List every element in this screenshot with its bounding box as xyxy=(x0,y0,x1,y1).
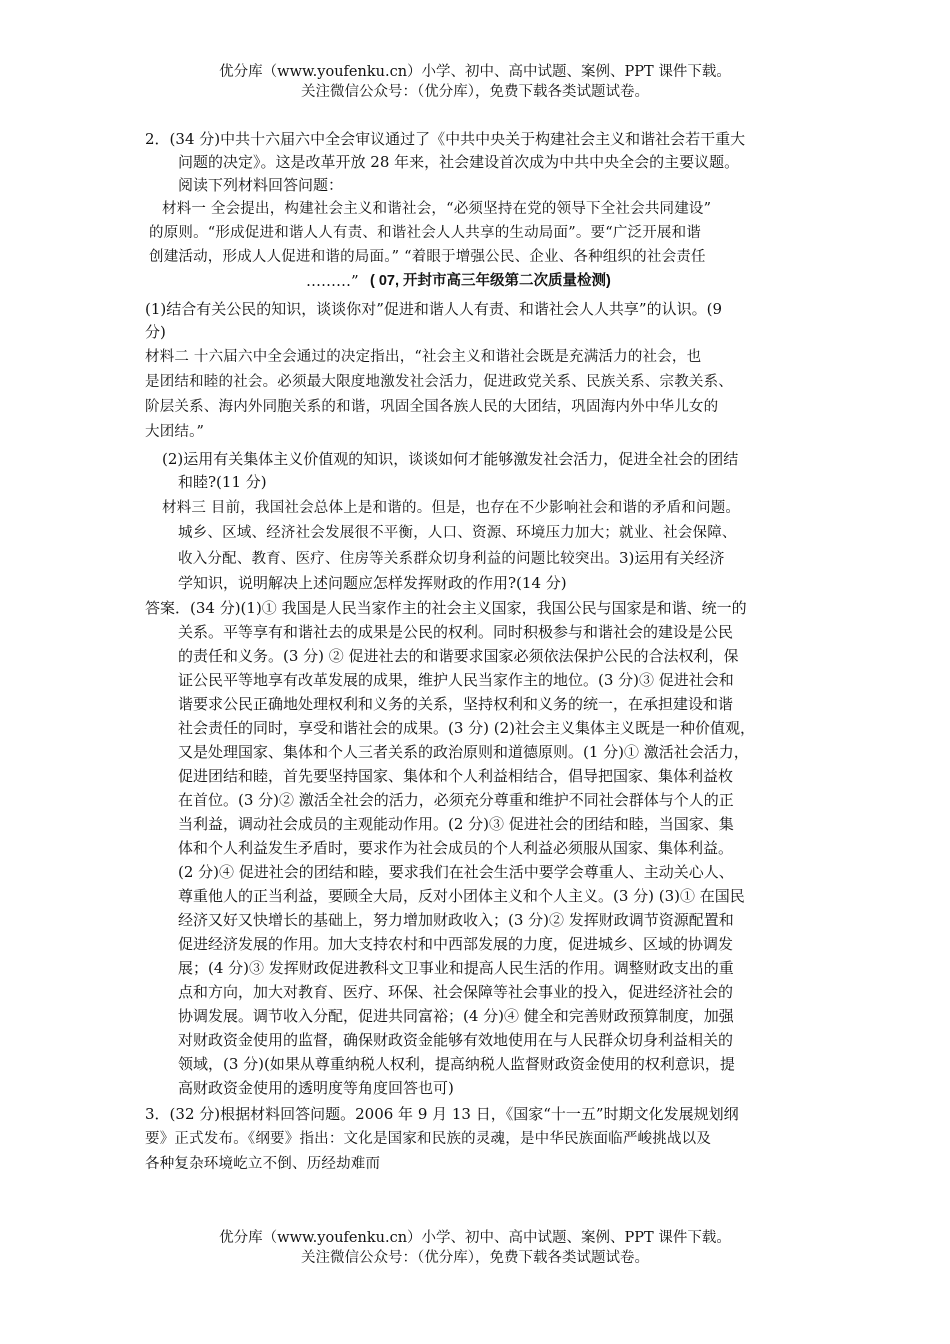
page-header xyxy=(0,62,950,102)
answer-line: 证公民平等地享有改革发展的成果，维护人民当家作主的地位。(3 分)③ 促进社会和 xyxy=(178,671,734,689)
answer-line: 在首位。(3 分)② 激活全社会的活力，必须充分尊重和维护不同社会群体与个人的正 xyxy=(178,791,734,809)
answer-line: 尊重他人的正当利益，要顾全大局，反对小团体主义和个人主义。(3 分) (3)① 在国民 xyxy=(178,887,745,905)
q2-sub2-line: (2)运用有关集体主义价值观的知识，谈谈如何才能够激发社会活力，促进全社会的团结 xyxy=(162,450,739,468)
q3-line: 各种复杂环境屹立不倒、历经劫难而 xyxy=(145,1156,381,1172)
material1-line: ………” xyxy=(306,272,359,290)
q3-line: 要》正式发布。《纲要》指出：文化是国家和民族的灵魂，是中华民族面临严峻挑战以及 xyxy=(145,1131,712,1147)
answer-line: 高财政资金使用的透明度等角度回答也可) xyxy=(178,1079,454,1097)
answer-line: (2 分)④ 促进社会的团结和睦，要求我们在社会生活中要学会尊重人、主动关心人、 xyxy=(178,863,734,881)
material2-line: 阶层关系、海内外同胞关系的和谐，巩固全国各族人民的大团结，巩固海内外中华儿女的 xyxy=(145,399,719,415)
footer-line-1: 优分库（www.youfenku.cn）小学、初中、高中试题、案例、PPT 课件下载。 xyxy=(219,1230,731,1246)
answer-line: 答案．(34 分)(1)① 我国是人民当家作主的社会主义国家，我国公民与国家是和谐、统一的 xyxy=(145,599,747,617)
q2-sub2-line: 和睦?(11 分) xyxy=(178,473,267,491)
q2-intro-line: 2．(34 分)中共十六届六中全会审议通过了《中共中央关于构建社会主义和谐社会若干重大 xyxy=(145,130,746,148)
material1-line: 的原则。“形成促进和谐人人有责、和谐社会人人共享的生动局面”。要“广泛开展和谐 xyxy=(149,225,702,241)
footer-line-2: 关注微信公众号：（优分库），免费下载各类试题试卷。 xyxy=(301,1250,649,1266)
answer-line: 点和方向，加大对教育、医疗、环保、社会保障等社会事业的投入，促进经济社会的 xyxy=(178,983,734,1001)
material2-line: 大团结。” xyxy=(145,424,205,440)
answer-line: 促进团结和睦，首先要坚持国家、集体和个人利益相结合，倡导把国家、集体利益枚 xyxy=(178,767,734,785)
header-line-2: 关注微信公众号：（优分库），免费下载各类试题试卷。 xyxy=(301,84,649,100)
q2-intro-line: 阅读下列材料回答问题： xyxy=(178,176,344,194)
material3-line xyxy=(178,547,724,570)
material2-line: 材料二 十六届六中全会通过的决定指出，“社会主义和谐社会既是充满活力的社会，也 xyxy=(145,349,702,365)
material2-line: 是团结和睦的社会。必须最大限度地激发社会活力，促进政党关系、民族关系、宗教关系、 xyxy=(145,374,733,390)
answer-line: 社会责任的同时，享受和谐社会的成果。(3 分) (2)社会主义集体主义既是一种价值观， xyxy=(178,719,756,737)
answer-line: 谐要求公民正确地处理权利和义务的关系，坚持权利和义务的统一，在承担建设和谐 xyxy=(178,695,734,713)
source-citation: ( 07, 开封市高三年级第二次质量检测) xyxy=(370,273,611,289)
answer-line: 经济又好又快增长的基础上，努力增加财政收入；(3 分)② 发挥财政调节资源配置和 xyxy=(178,911,734,929)
material1-line: 材料一 全会提出，构建社会主义和谐社会，“必须坚持在党的领导下全社会共同建设” xyxy=(162,201,712,217)
page-footer xyxy=(0,1228,950,1268)
answer-line: 体和个人利益发生矛盾时，要求作为社会成员的个人利益必须服从国家、集体利益。 xyxy=(178,839,734,857)
answer-line: 关系。平等享有和谐社去的成果是公民的权利。同时积极参与和谐社会的建设是公民 xyxy=(178,623,734,641)
material1-line: 创建活动，形成人人促进和谐的局面。” “着眼于增强公民、企业、各种组织的社会责任 xyxy=(149,249,706,265)
material3-text: 收入分配、教育、医疗、住房等关系群众切身利益的问题比较突出。 xyxy=(178,551,619,567)
q2-sub3-start: 3)运用有关经济 xyxy=(619,549,725,567)
material3-line: 城乡、区域、经济社会发展很不平衡，人口、资源、环境压力加大；就业、社会保障、 xyxy=(178,525,737,541)
q2-sub1-line: (1)结合有关公民的知识，谈谈你对”促进和谐人人有责、和谐社会人人共享”的认识。(9 xyxy=(145,300,722,318)
material3-line: 材料三 目前，我国社会总体上是和谐的。但是，也存在不少影响社会和谐的矛盾和问题。 xyxy=(162,500,741,516)
q3-line: 3．(32 分)根据材料回答问题。2006 年 9 月 13 日，《国家“十一五”时期文化发展规划纲 xyxy=(145,1105,739,1123)
answer-line: 促进经济发展的作用。加大支持农村和中西部发展的力度，促进城乡、区域的协调发 xyxy=(178,935,734,953)
answer-line: 的责任和义务。(3 分) ② 促进社去的和谐要求国家必须依法保护公民的合法权利，保 xyxy=(178,647,739,665)
answer-line: 当利益，调动社会成员的主观能动作用。(2 分)③ 促进社会的团结和睦，当国家、集 xyxy=(178,815,734,833)
q2-intro-line: 问题的决定》。这是改革开放 28 年来，社会建设首次成为中共中央全会的主要议题。 xyxy=(178,153,740,171)
answer-line: 协调发展。调节收入分配，促进共同富裕；(4 分)④ 健全和完善财政预算制度，加强 xyxy=(178,1007,734,1025)
q2-sub1-line: 分) xyxy=(145,323,166,341)
answer-line: 对财政资金使用的监督，确保财政资金能够有效地使用在与人民群众切身利益相关的 xyxy=(178,1031,734,1049)
header-line-1: 优分库（www.youfenku.cn）小学、初中、高中试题、案例、PPT 课件下载。 xyxy=(219,64,731,80)
answer-line: 又是处理国家、集体和个人三者关系的政治原则和道德原则。(1 分)① 激活社会活力， xyxy=(178,743,749,761)
answer-line: 展；(4 分)③ 发挥财政促进教科文卫事业和提高人民生活的作用。调整财政支出的重 xyxy=(178,959,734,977)
q2-sub3-line: 学知识，说明解决上述问题应怎样发挥财政的作用?(14 分) xyxy=(178,574,567,592)
answer-line: 领域，(3 分)(如果从尊重纳税人权利，提高纳税人监督财政资金使用的权利意识，提 xyxy=(178,1055,735,1073)
